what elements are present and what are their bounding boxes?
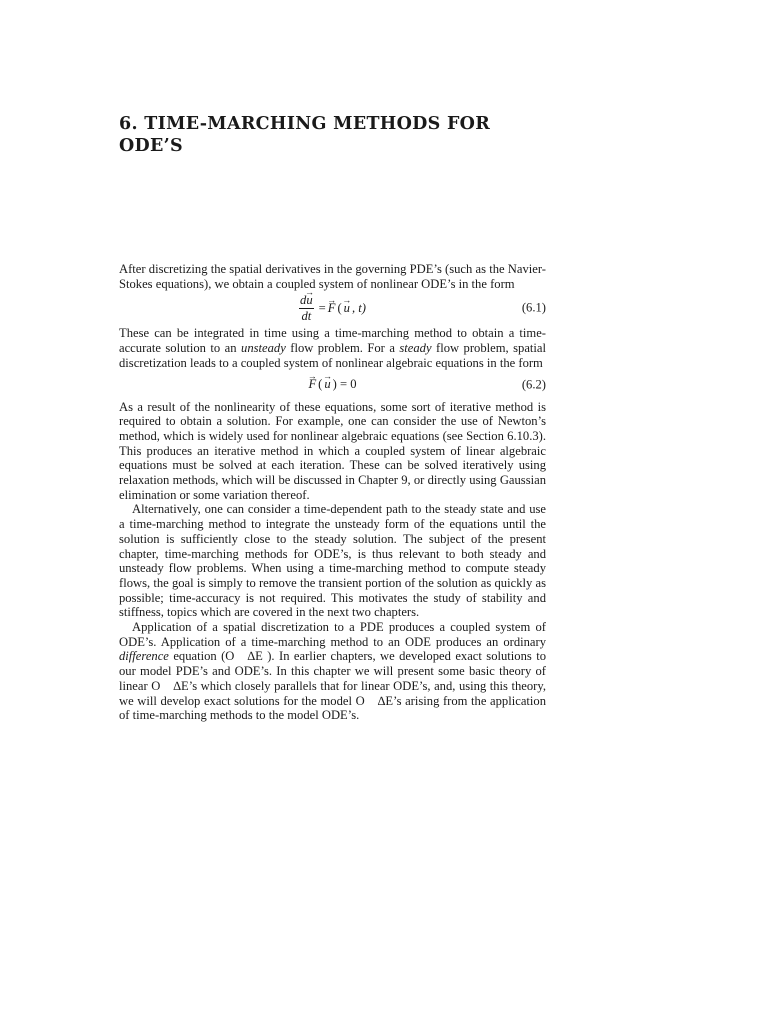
open-paren: ( [337,301,342,316]
emphasis-steady: steady [399,341,432,356]
equation-6-1 [119,292,546,324]
chapter-body [119,262,546,723]
paragraph-3: As a result of the nonlinearity of these equations, some sort of iterative method is required to obtain a solution. For example, one can consider the use of Newton’s method, which is widely used for nonlinear algebraic equations (see Section 6.10.3). This produces an iterative method in which a coupled system of linear algebraic equations must be solved at each iteration. These can be solved iteratively using relaxation methods, which will be discussed in Chapter 9, or directly using Gaussian elimination or some variation thereof. [119,399,546,502]
vector-F: → F [328,301,336,316]
chapter-title-line-1: 6. TIME-MARCHING METHODS FOR [119,114,491,134]
emphasis-difference: difference [119,649,169,664]
delta-symbol: ∆ [377,693,386,708]
chapter-title [119,113,549,157]
equation-number-6-2: (6.2) [521,377,546,392]
vector-u: → u [324,377,330,392]
delta-symbol: ∆ [247,649,256,664]
equation-6-2: → F ( → u ) = 0 (6.2) [119,374,546,396]
equals-sign: = [318,301,326,316]
vector-u: → u [306,294,312,307]
paragraph-4: Alternatively, one can consider a time-dependent path to the steady state and use a time-marching method to integrate the unsteady form of the equations until the solution is sufficiently close to the steady solution. The subject of the present chapter, time-marching methods for ODE’s, is thus relevant to both steady and unsteady flow problems. When using a time-marching method to compute steady flows, the goal is simply to remove the transient portion of the solution as quickly as possible; time-accuracy is not required. This motivates the study of stability and stiffness, topics which are covered in the next two chapters. [119,502,546,620]
emphasis-unsteady: unsteady [241,341,286,356]
vector-u: → u [344,301,350,316]
chapter-title-line-2: ODE’S [119,136,183,156]
derivative-fraction [299,294,314,323]
paragraph-1: After discretizing the spatial derivatives in the governing PDE’s (such as the Navier-Stokes equations), we obtain a coupled system of nonlinear ODE’s in the form [119,262,546,291]
paragraph-5: Application of a spatial discretization to a PDE produces a coupled system of ODE’s. Application of a time-marching method to an ODE produces an ordinary difference equation (O ∆E ). In earlier chapters, we developed exact solutions to our model PDE’s and ODE’s. In this chapter we will present some basic theory of linear O ∆E’s which closely parallels that for linear ODE’s, and, using this theory, we will develop exact solutions for the model O ∆E’s arising from the application of time-marching methods to the model ODE’s. [119,620,547,723]
delta-symbol: ∆ [173,678,182,693]
equation-number-6-1: (6.1) [521,301,546,316]
fraction-denominator: dt [301,308,312,323]
args-rest: , t) [351,301,366,316]
vector-F: → F [308,377,316,392]
paragraph-2: These can be integrated in time using a time-marching method to obtain a time-accurate solution to an unsteady flow problem. For a steady flow problem, spatial discretization leads to a coupled system of nonlinear algebraic equations in the form [119,326,546,370]
fraction-numerator: d→ u [299,294,314,309]
